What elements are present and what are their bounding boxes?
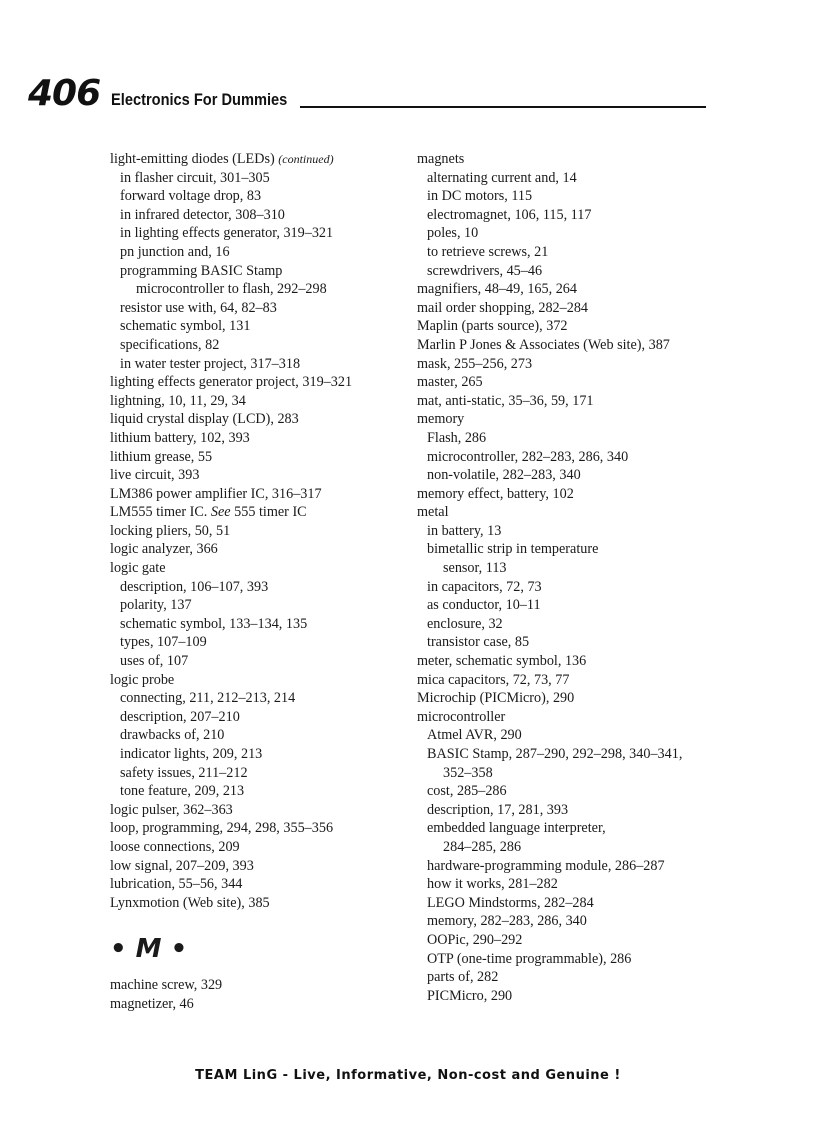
entry-text: magnets bbox=[417, 151, 465, 167]
entry-text: PICMicro, 290 bbox=[427, 987, 513, 1004]
index-entry bbox=[417, 485, 717, 504]
index-subentry bbox=[417, 633, 717, 652]
index-subentry bbox=[110, 782, 410, 801]
entry-text: forward voltage drop, 83 bbox=[120, 188, 262, 205]
index-subentry bbox=[110, 652, 410, 671]
entry-text: in capacitors, 72, 73 bbox=[427, 578, 542, 595]
entry-text: 284–285, 286 bbox=[443, 838, 522, 855]
index-subentry bbox=[417, 206, 717, 225]
index-subentry bbox=[417, 950, 717, 969]
entry-text: logic probe bbox=[110, 671, 175, 688]
index-entry bbox=[110, 819, 410, 838]
index-entry bbox=[110, 671, 410, 690]
index-entry bbox=[110, 857, 410, 876]
entry-text: non-volatile, 282–283, 340 bbox=[427, 467, 581, 484]
entry-text: pn junction and, 16 bbox=[120, 243, 230, 260]
entry-text: mica capacitors, 72, 73, 77 bbox=[417, 671, 570, 688]
index-entry bbox=[417, 299, 717, 318]
index-subentry bbox=[110, 708, 410, 727]
index-entry bbox=[110, 485, 410, 504]
index-subentry bbox=[417, 782, 717, 801]
index-subentry bbox=[417, 838, 717, 857]
index-subentry bbox=[110, 615, 410, 634]
entry-text: lithium battery, 102, 393 bbox=[110, 429, 250, 446]
index-entry bbox=[417, 392, 717, 411]
index-subentry bbox=[417, 169, 717, 188]
entry-text: liquid crystal display (LCD), 283 bbox=[110, 411, 299, 428]
entry-text: Lynxmotion (Web site), 385 bbox=[110, 894, 270, 911]
entry-text: microcontroller, 282–283, 286, 340 bbox=[427, 448, 629, 465]
index-entry bbox=[417, 336, 717, 355]
entry-text: to retrieve screws, 21 bbox=[427, 243, 549, 260]
entry-text: parts of, 282 bbox=[427, 969, 499, 986]
index-subentry bbox=[417, 262, 717, 281]
entry-text: programming BASIC Stamp bbox=[120, 262, 283, 279]
entry-text: tone feature, 209, 213 bbox=[120, 783, 245, 800]
index-subentry bbox=[110, 224, 410, 243]
entry-text: LM555 timer IC. bbox=[110, 504, 208, 521]
index-entry bbox=[110, 373, 410, 392]
section-letter-heading: • M • bbox=[110, 934, 188, 965]
index-subentry bbox=[417, 764, 717, 783]
index-subentry bbox=[110, 262, 410, 281]
index-subentry bbox=[417, 429, 717, 448]
entry-text: 352–358 bbox=[443, 764, 493, 781]
entry-text: metal bbox=[417, 504, 449, 521]
index-entry bbox=[417, 410, 717, 429]
index-subentry bbox=[417, 987, 717, 1006]
entry-text: connecting, 211, 212–213, 214 bbox=[120, 690, 296, 707]
entry-text: cost, 285–286 bbox=[427, 783, 507, 800]
index-entry bbox=[417, 708, 717, 727]
entry-text: master, 265 bbox=[417, 374, 483, 391]
index-column-left bbox=[110, 150, 410, 1014]
index-subentry bbox=[417, 596, 717, 615]
continued-note: (continued) bbox=[278, 152, 334, 166]
entry-text: mat, anti-static, 35–36, 59, 171 bbox=[417, 392, 594, 409]
entry-text: logic pulser, 362–363 bbox=[110, 801, 233, 818]
entry-text: lightning, 10, 11, 29, 34 bbox=[110, 392, 246, 409]
entry-text: in lighting effects generator, 319–321 bbox=[120, 225, 334, 242]
entry-text: in infrared detector, 308–310 bbox=[120, 206, 285, 223]
entry-text: description, 106–107, 393 bbox=[120, 578, 269, 595]
entry-text: meter, schematic symbol, 136 bbox=[417, 653, 587, 670]
index-entry bbox=[110, 894, 410, 913]
index-subentry bbox=[110, 243, 410, 262]
entry-text: memory, 282–283, 286, 340 bbox=[427, 913, 587, 930]
entry-text: mask, 255–256, 273 bbox=[417, 355, 533, 372]
entry-text: live circuit, 393 bbox=[110, 467, 200, 484]
entry-text: specifications, 82 bbox=[120, 336, 220, 353]
entry-text: in flasher circuit, 301–305 bbox=[120, 169, 270, 186]
entry-text: polarity, 137 bbox=[120, 597, 192, 614]
index-entry bbox=[417, 652, 717, 671]
index-subentry bbox=[417, 745, 717, 764]
footer-watermark: TEAM LinG - Live, Informative, Non-cost and Genuine ! bbox=[195, 1068, 621, 1083]
entry-text: low signal, 207–209, 393 bbox=[110, 857, 254, 874]
entry-text: magnetizer, 46 bbox=[110, 995, 194, 1012]
index-subentry bbox=[417, 578, 717, 597]
entry-text: electromagnet, 106, 115, 117 bbox=[427, 206, 592, 223]
see-target: 555 timer IC bbox=[234, 504, 307, 521]
entry-text: embedded language interpreter, bbox=[427, 820, 606, 837]
entry-text: drawbacks of, 210 bbox=[120, 727, 225, 744]
entry-text: schematic symbol, 133–134, 135 bbox=[120, 615, 308, 632]
entry-text: mail order shopping, 282–284 bbox=[417, 299, 589, 316]
index-entry bbox=[110, 466, 410, 485]
entry-text: in DC motors, 115 bbox=[427, 188, 533, 205]
entry-text: magnifiers, 48–49, 165, 264 bbox=[417, 281, 577, 298]
index-subentry bbox=[110, 633, 410, 652]
entry-text: Flash, 286 bbox=[427, 429, 487, 446]
index-entry bbox=[110, 540, 410, 559]
index-entry bbox=[110, 559, 410, 578]
index-entry bbox=[417, 689, 717, 708]
entry-text: machine screw, 329 bbox=[110, 977, 223, 994]
index-subentry bbox=[110, 206, 410, 225]
index-entry bbox=[417, 373, 717, 392]
entry-text: logic analyzer, 366 bbox=[110, 541, 218, 558]
entry-text: how it works, 281–282 bbox=[427, 876, 558, 893]
entry-text: description, 207–210 bbox=[120, 708, 240, 725]
index-subentry bbox=[417, 819, 717, 838]
entry-text: description, 17, 281, 393 bbox=[427, 801, 569, 818]
index-subentry bbox=[417, 968, 717, 987]
entry-text: indicator lights, 209, 213 bbox=[120, 746, 263, 762]
entry-text: OOPic, 290–292 bbox=[427, 931, 523, 948]
index-entry bbox=[110, 875, 410, 894]
index-subentry bbox=[417, 187, 717, 206]
index-entry bbox=[110, 392, 410, 411]
index-entry bbox=[110, 410, 410, 429]
index-entry bbox=[417, 503, 717, 522]
running-head-title: Electronics For Dummies bbox=[111, 90, 288, 109]
index-subentry bbox=[110, 336, 410, 355]
index-subentry bbox=[417, 522, 717, 541]
index-subentry bbox=[110, 764, 410, 783]
index-entry bbox=[110, 503, 410, 522]
header-rule bbox=[300, 106, 706, 108]
index-entry bbox=[110, 976, 410, 995]
index-subentry bbox=[110, 299, 410, 318]
entry-text: uses of, 107 bbox=[120, 653, 189, 670]
index-subentry bbox=[417, 559, 717, 578]
entry-text: Microchip (PICMicro), 290 bbox=[417, 690, 575, 707]
entry-text: safety issues, 211–212 bbox=[120, 764, 248, 781]
entry-text: resistor use with, 64, 82–83 bbox=[120, 299, 277, 316]
entry-text: sensor, 113 bbox=[443, 560, 507, 577]
index-subentry bbox=[110, 578, 410, 597]
entry-text: schematic symbol, 131 bbox=[120, 318, 251, 335]
index-column-right bbox=[417, 150, 717, 1005]
index-entry bbox=[417, 355, 717, 374]
index-subentry bbox=[417, 615, 717, 634]
index-subentry bbox=[110, 187, 410, 206]
index-subentry bbox=[110, 745, 410, 764]
entry-text: OTP (one-time programmable), 286 bbox=[427, 950, 632, 967]
entry-text: logic gate bbox=[110, 560, 166, 577]
entry-text: Maplin (parts source), 372 bbox=[417, 318, 568, 335]
entry-text: lighting effects generator project, 319–321 bbox=[110, 374, 353, 391]
index-subentry bbox=[417, 931, 717, 950]
index-subentry bbox=[417, 466, 717, 485]
entry-text: as conductor, 10–11 bbox=[427, 597, 541, 614]
index-entry bbox=[417, 150, 717, 169]
page-number: 406 bbox=[28, 73, 101, 114]
index-subentry bbox=[417, 243, 717, 262]
entry-text: loop, programming, 294, 298, 355–356 bbox=[110, 820, 334, 837]
index-subentry bbox=[417, 726, 717, 745]
index-subentry bbox=[417, 912, 717, 931]
entry-text: alternating current and, 14 bbox=[427, 169, 577, 186]
index-entry bbox=[417, 671, 717, 690]
entry-text: memory effect, battery, 102 bbox=[417, 485, 574, 502]
index-subentry bbox=[110, 726, 410, 745]
entry-text: transistor case, 85 bbox=[427, 634, 530, 651]
index-subentry bbox=[110, 355, 410, 374]
entry-text: locking pliers, 50, 51 bbox=[110, 522, 231, 539]
index-subentry bbox=[110, 317, 410, 336]
index-entry bbox=[110, 448, 410, 467]
entry-text: Atmel AVR, 290 bbox=[427, 727, 522, 744]
index-entry bbox=[417, 317, 717, 336]
entry-text: bimetallic strip in temperature bbox=[427, 541, 599, 558]
entry-text: light-emitting diodes (LEDs) bbox=[110, 151, 275, 167]
entry-text: memory bbox=[417, 411, 465, 428]
index-entry bbox=[110, 522, 410, 541]
entry-text: lubrication, 55–56, 344 bbox=[110, 876, 243, 893]
entry-text: enclosure, 32 bbox=[427, 615, 503, 632]
see-reference: See bbox=[210, 504, 231, 521]
index-subentry bbox=[417, 448, 717, 467]
index-subentry bbox=[110, 689, 410, 708]
index-subentry bbox=[417, 540, 717, 559]
entry-text: poles, 10 bbox=[427, 225, 479, 242]
entry-text: LEGO Mindstorms, 282–284 bbox=[427, 894, 594, 911]
entry-text: loose connections, 209 bbox=[110, 838, 240, 855]
index-subentry bbox=[417, 894, 717, 913]
index-subentry bbox=[417, 801, 717, 820]
entry-text: in battery, 13 bbox=[427, 522, 502, 539]
entry-text: screwdrivers, 45–46 bbox=[427, 262, 543, 279]
index-subentry bbox=[110, 280, 410, 299]
index-subentry bbox=[110, 596, 410, 615]
index-entry bbox=[110, 801, 410, 820]
entry-text: hardware-programming module, 286–287 bbox=[427, 857, 665, 874]
index-subentry bbox=[417, 875, 717, 894]
index-subentry bbox=[417, 224, 717, 243]
index-entry bbox=[110, 150, 410, 169]
entry-text: microcontroller bbox=[417, 708, 506, 725]
entry-text: BASIC Stamp, 287–290, 292–298, 340–341, bbox=[427, 746, 683, 762]
entry-text: microcontroller to flash, 292–298 bbox=[136, 281, 327, 298]
index-subentry bbox=[110, 169, 410, 188]
entry-text: in water tester project, 317–318 bbox=[120, 355, 301, 372]
index-entry bbox=[417, 280, 717, 299]
entry-text: types, 107–109 bbox=[120, 634, 207, 651]
entry-text: Marlin P Jones & Associates (Web site), 387 bbox=[417, 336, 670, 353]
entry-text: lithium grease, 55 bbox=[110, 448, 213, 465]
entry-text: LM386 power amplifier IC, 316–317 bbox=[110, 485, 322, 502]
index-entry bbox=[110, 429, 410, 448]
index-subentry bbox=[417, 857, 717, 876]
index-entry bbox=[110, 995, 410, 1014]
index-entry bbox=[110, 838, 410, 857]
